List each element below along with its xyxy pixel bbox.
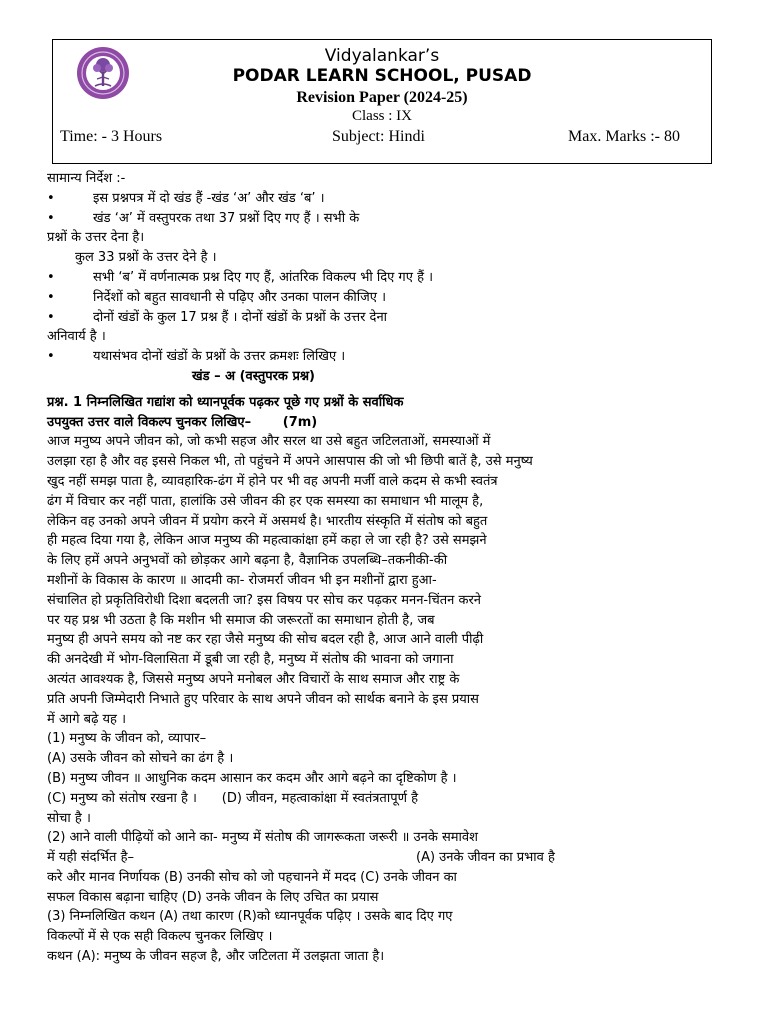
school-name: PODAR LEARN SCHOOL, PUSAD [232, 66, 532, 86]
question-stem: (2) आने वाली पीढ़ियों को आने का- मनुष्य में संतोष की जागरूकता जरूरी ॥ उनके समावेश [47, 830, 478, 846]
instructions-title: सामान्य निर्देश :- [47, 171, 126, 186]
passage-line: मनुष्य ही अपने समय को नष्ट कर रहा जैसे मनुष्य की सोच बदल रही है, आज आने वाली पीढ़ी [47, 632, 484, 648]
answer-option-row: करे और मानव निर्णायक (B) उनकी सोच को जो पहचानने में मदद (C) उनके जीवन का [47, 869, 457, 885]
passage-line: मशीनों के विकास के कारण ॥ आदमी का- रोजमर्रा जीवन भी इन मशीनों द्वारा हुआ- [47, 572, 437, 588]
answer-option-row: सफल विकास बढ़ाना चाहिए (D) उनके जीवन के लिए उचित का प्रयास [47, 889, 379, 905]
passage-line: में आगे बढ़े यह । [47, 711, 127, 727]
answer-option: (A) उसके जीवन को सोचने का ढंग है । [47, 751, 234, 767]
passage-line: अत्यंत आवश्यक है, जिससे मनुष्य अपने मनोबल और विचारों के साथ समाज और राष्ट्र के [47, 671, 460, 687]
instruction-item: • दोनों खंडों के कुल 17 प्रश्न हैं । दोनों खंडों के प्रश्नों के उत्तर देना [47, 309, 388, 325]
passage-line: ही महत्व दिया गया है, लेकिन आज मनुष्य की महत्वाकांक्षा हमें कहा ले जा रही है? उसे समझने [47, 533, 487, 549]
document-body [47, 169, 717, 967]
passage-line: की अनदेखी में भोग-विलासिता में डूबी जा रही है, मनुष्य में संतोष की भावना को जगाना [47, 652, 454, 668]
time-label: Time: - 3 Hours [60, 128, 163, 145]
instruction-item-continued: अनिवार्य है । [47, 329, 106, 345]
class-label: Class : IX [352, 108, 412, 124]
passage-line: आज मनुष्य अपने जीवन को, जो कभी सहज और सरल था उसे बहुत जटिलताओं, समस्याओं में [47, 434, 491, 450]
subject-label: Subject: Hindi [332, 128, 425, 145]
passage-line: के लिए हमें अपने अनुभवों को छोड़कर आगे बढ़ना है, वैज्ञानिक उपलब्धि–तकनीकी-की [47, 553, 448, 569]
answer-option-row: (C) मनुष्य को संतोष रखना है । (D) जीवन, महत्वाकांक्षा में स्वतंत्रतापूर्ण है [47, 790, 419, 806]
max-marks-label: Max. Marks :- 80 [568, 128, 680, 145]
instruction-item: • सभी ‘ब’ में वर्णनात्मक प्रश्न दिए गए हैं, आंतरिक विकल्प भी दिए गए हैं । [47, 269, 434, 285]
instruction-item-continued: प्रश्नों के उत्तर देना है। [47, 230, 145, 246]
answer-option: (B) मनुष्य जीवन ॥ आधुनिक कदम आसान कर कदम और आगे बढ़ने का दृष्टिकोण है । [47, 770, 457, 786]
question-marks: (7m) [282, 414, 318, 430]
passage-line: ढंग में विचार कर नहीं पाता, हालांकि उसे जीवन की हर एक समस्या का समाधान भी मालूम है, [47, 493, 484, 509]
passage-line: संचालित हो प्रकृतिविरोधी दिशा बदलती जा? इस विषय पर सोच कर पढ़कर मनन-चिंतन करने [47, 592, 481, 608]
instruction-item: • खंड ‘अ’ में वस्तुपरक तथा 37 प्रश्नों दिए गए हैं । सभी के [47, 210, 360, 226]
answer-option-continued: सोचा है । [47, 810, 91, 826]
assertion-line: कथन (A): मनुष्य के जीवन सहज है, और जटिलता में उलझता जाता है। [47, 949, 385, 965]
passage-line: प्रति अपनी जिम्मेदारी निभाते हुए परिवार के साथ अपने जीवन को सार्थक बनाने के इस प्रयास [47, 691, 479, 707]
instruction-item: • निर्देशों को बहुत सावधानी से पढ़िए और उनका पालन कीजिए । [47, 289, 387, 305]
brand-name: Vidyalankar’s [324, 46, 440, 66]
passage-line: पर यह प्रश्न भी उठता है कि मशीन भी समाज की जरूरतों का समाधान होती है, जब [47, 612, 435, 628]
passage-line: उलझा रहा है और वह इससे निकल भी, तो पहुंचने में अपने आसपास की जो भी छिपी बातें है, उसे मनुष्य [47, 454, 533, 470]
question-stem-continued: विकल्पों में से एक सही विकल्प चुनकर लिखिए । [47, 929, 273, 945]
instruction-item-continued: कुल 33 प्रश्नों के उत्तर देने है । [75, 250, 217, 266]
question-heading-continued: उपयुक्त उत्तर वाले विकल्प चुनकर लिखिए– (7m) [47, 414, 318, 430]
question-stem: (3) निम्नलिखित कथन (A) तथा कारण (R)को ध्यानपूर्वक पढ़िए । उसके बाद दिए गए [47, 909, 453, 925]
passage-line: लेकिन वह उनको अपने जीवन में प्रयोग करने में असमर्थ है। भारतीय संस्कृति में संतोष को बहुत [47, 513, 488, 529]
paper-title: Revision Paper (2024-25) [296, 89, 468, 106]
question-stem: (1) मनुष्य के जीवन को, व्यापार– [47, 731, 207, 747]
instruction-item: • यथासंभव दोनों खंडों के प्रश्नों के उत्तर क्रमशः लिखिए । [47, 349, 346, 365]
instruction-item: • इस प्रश्नपत्र में दो खंड हैं -खंड ‘अ’ और खंड ‘ब’ । [47, 190, 325, 206]
question-heading: प्रश्न. 1 निम्नलिखित गद्यांश को ध्यानपूर्वक पढ़कर पूछे गए प्रश्नों के सर्वाधिक [47, 394, 404, 410]
question-stem-continued: में यही संदर्भित है– (A) उनके जीवन का प्रभाव है [47, 850, 555, 866]
passage-line: खुद नहीं समझ पाता है, व्यावहारिक-ढंग में होने पर भी वह अपनी मर्जी वाले कदम से कभी स्वतंत्र [47, 473, 498, 489]
section-title: खंड – अ (वस्तुपरक प्रश्न) [192, 368, 315, 384]
